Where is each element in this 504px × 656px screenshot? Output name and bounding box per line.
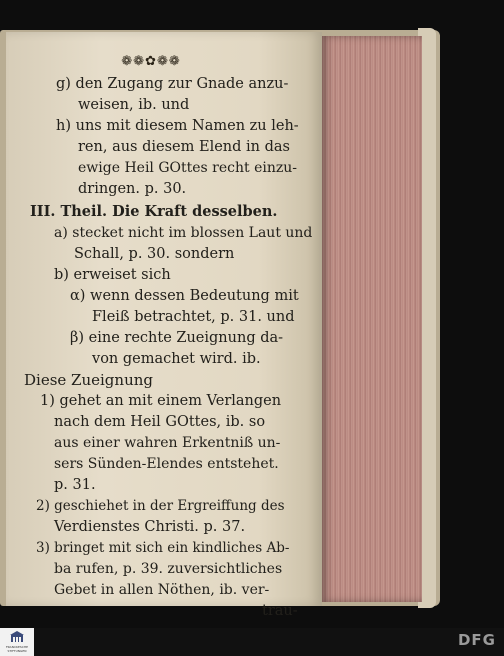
text-line: h) uns mit diesem Namen zu leh- <box>56 118 299 134</box>
text-line: aus einer wahren Erkentniß un- <box>54 435 281 451</box>
text-line: weisen, ib. und <box>78 97 190 113</box>
section-heading: III. Theil. Die Kraft desselben. <box>30 203 278 220</box>
text-line: α) wenn dessen Bedeutung mit <box>70 288 299 304</box>
text-line: Fleiß betrachtet, p. 31. und <box>92 309 295 325</box>
text-line: Diese Zueignung <box>24 371 153 389</box>
text-line: 3) bringet mit sich ein kindliches Ab- <box>36 540 290 556</box>
text-line: dringen. p. 30. <box>78 181 187 197</box>
text-line: ba rufen, p. 39. zuversichtliches <box>54 561 283 577</box>
dfg-logo: DFG <box>457 631 496 649</box>
text-line: ewige Heil GOttes recht einzu- <box>78 160 297 176</box>
text-line: nach dem Heil GOttes, ib. so <box>54 414 266 430</box>
text-line: Verdienstes Christi. p. 37. <box>54 519 246 535</box>
catchword: trau- <box>262 603 298 619</box>
text-line: 2) geschiehet in der Ergreiffung des <box>36 498 285 514</box>
text-line: g) den Zugang zur Gnade anzu- <box>56 76 289 92</box>
text-line: 1) gehet an mit einem Verlangen <box>40 393 282 409</box>
text-line: Gebet in allen Nöthen, ib. ver- <box>54 582 270 598</box>
text-line: p. 31. <box>54 477 96 493</box>
text-line: sers Sünden-Elendes entstehet. <box>54 456 279 472</box>
page-text <box>0 22 322 622</box>
text-line: ren, aus diesem Elend in das <box>78 139 290 155</box>
library-logo <box>0 628 34 656</box>
page-edges <box>322 36 422 602</box>
text-line: b) erweiset sich <box>54 267 171 283</box>
text-line: von gemachet wird. ib. <box>92 351 261 367</box>
building-icon <box>10 631 24 643</box>
viewer-footer-bar <box>0 628 504 656</box>
text-line: Schall, p. 30. sondern <box>74 246 235 262</box>
ornament-header: ❁❁✿❁❁ <box>121 54 181 69</box>
library-logo-label: FRANCKESCHE STIFTUNGEN <box>5 645 29 653</box>
book <box>0 22 440 619</box>
text-line: β) eine rechte Zueignung da- <box>70 330 284 346</box>
text-line: a) stecket nicht im blossen Laut und <box>54 225 313 241</box>
